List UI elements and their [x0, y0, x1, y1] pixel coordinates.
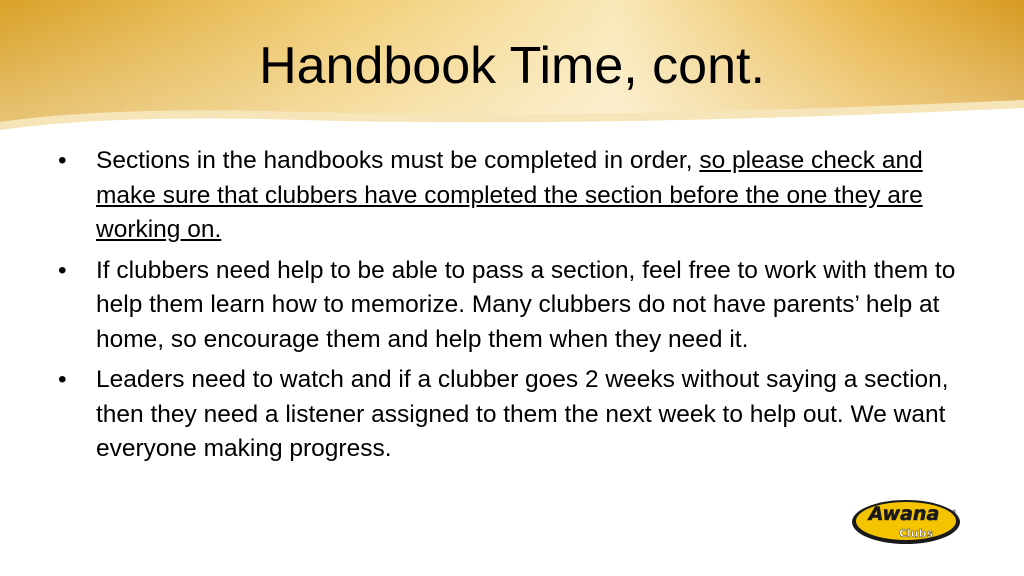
logo-registered-mark: ® — [951, 509, 957, 516]
bullet-list — [58, 144, 968, 473]
bullet-underlined-text: so please check and make sure that clubbers have completed the section before the one they are working on. — [96, 147, 923, 243]
bullet-marker: • — [58, 366, 67, 393]
awana-clubs-logo — [850, 498, 962, 546]
bullet-marker: • — [58, 256, 67, 284]
logo-text-top: Awana — [868, 503, 940, 525]
slide-title: Handbook Time, cont. — [259, 37, 765, 95]
bullet-text: Sections in the handbooks must be completed in order, — [96, 147, 700, 174]
bullet-item — [58, 363, 968, 467]
bullet-text: Leaders need to watch and if a clubber goes 2 weeks without saying a section, then they need a listener assigned to them the next week to help out. We want everyone making progress. — [96, 366, 949, 462]
bullet-item — [58, 144, 968, 248]
bullet-text: If clubbers need help to be able to pass a section, feel free to work with them to help them learn how to memorize. Many clubbers do not have parents’ help at home, so encourage them and help them when they need it. — [96, 256, 956, 353]
logo-text-bottom: Clubs — [898, 527, 934, 540]
bullet-marker: • — [58, 147, 67, 174]
bullet-item — [58, 254, 968, 358]
